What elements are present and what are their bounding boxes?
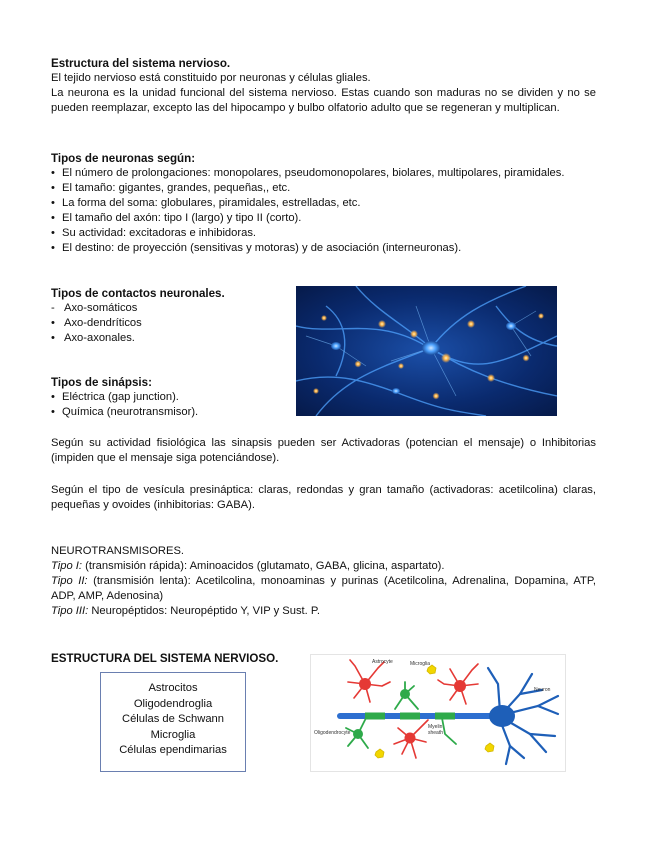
list-item: - Axo-somáticos [51,302,138,314]
section-title: Tipos de neuronas según: [51,152,196,165]
contacts-section [51,286,291,346]
contacts-list [51,301,291,346]
list-item: • El número de prolongaciones: monopolares, pseudomonopolares, biolares, multipolares, piramidales. [51,167,565,179]
type-one-line: Tipo I: (transmisión rápida): Aminoacidos (glutamato, GABA, glicina, aspartato). [51,560,445,572]
list-item: • Axo-axonales. [51,332,135,344]
synapse-section [51,375,291,420]
section-title: Tipos de sinápsis: [51,376,152,389]
glia-types-box [100,672,246,772]
list-item: • Su actividad: excitadoras e inhibidoras. [51,227,257,239]
glia-item: Células ependimarias [119,744,227,756]
sheath-label: sheath [428,730,444,736]
physiology-paragraph-block [51,436,596,466]
synapse-list [51,390,291,420]
list-item: • Química (neurotransmisor). [51,406,199,418]
list-item: • Eléctrica (gap junction). [51,391,179,403]
section-title: Tipos de contactos neuronales. [51,287,225,300]
glia-item: Células de Schwann [122,713,224,725]
astrocyte-label: Astrocyte [372,659,393,665]
list-item: • El destino: de proyección (sensitivas y motoras) y de asociación (interneuronas). [51,242,462,254]
neurotransmitters-heading: NEUROTRANSMISORES. [51,545,185,557]
neuron-types-section [51,151,596,256]
physiology-paragraph: Según su actividad fisiológica las sinapsis pueden ser Activadoras (potencian el mensaje) o Inhibitorias (impiden que el mensaje siga potenciándose). [51,437,596,464]
neuron-network-photo [296,286,557,416]
list-item: • El tamaño del axón: tipo I (largo) y tipo II (corto). [51,212,302,224]
oligodendrocyte-label: Oligodendrocyte [314,730,351,736]
section-title: Estructura del sistema nervioso. [51,57,231,70]
intro-section [51,56,596,116]
vesicle-paragraph-block [51,483,596,513]
list-item: • Axo-dendríticos [51,317,142,329]
type-three-line: Tipo III: Neuropéptidos: Neuropéptido Y, VIP y Sust. P. [51,605,320,617]
intro-paragraph: La neurona es la unidad funcional del sistema nervioso. Estas cuando son maduras no se dividen y no se pueden reemplazar, excepto las del hipocampo y bulbo olfatorio adulto que se regeneran y multiplican. [51,87,596,114]
structure-section [51,651,301,666]
microglia-label: Microglia [410,661,431,667]
glia-item: Microglia [150,728,196,741]
neuron-types-list [51,166,596,256]
glial-cells-diagram [310,654,566,772]
list-item: • El tamaño: gigantes, grandes, pequeñas,, etc. [51,182,291,194]
vesicle-paragraph: Según el tipo de vesícula presináptica: claras, redondas y gran tamaño (activadoras: acetilcolina) claras, pequeñas y ovoides (inhibitorias: GABA). [51,484,596,511]
list-item: • La forma del soma: globulares, piramidales, estrelladas, etc. [51,197,361,209]
intro-line: El tejido nervioso está constituido por neuronas y células gliales. [51,72,371,84]
neuron-label: Neuron [534,687,551,693]
type-two-line: Tipo II: (transmisión lenta): Acetilcolina, monoaminas y purinas (Acetilcolina, Adrenalina, Dopamina, ATP, ADP, AMP, Adenosina) [51,575,596,602]
section-title: ESTRUCTURA DEL SISTEMA NERVIOSO. [51,652,279,665]
glia-item: Astrocitos [148,682,198,694]
myelin-label: Myelin [428,724,443,730]
glia-item: Oligodendroglia [133,697,213,710]
neurotransmitters-section [51,544,596,619]
